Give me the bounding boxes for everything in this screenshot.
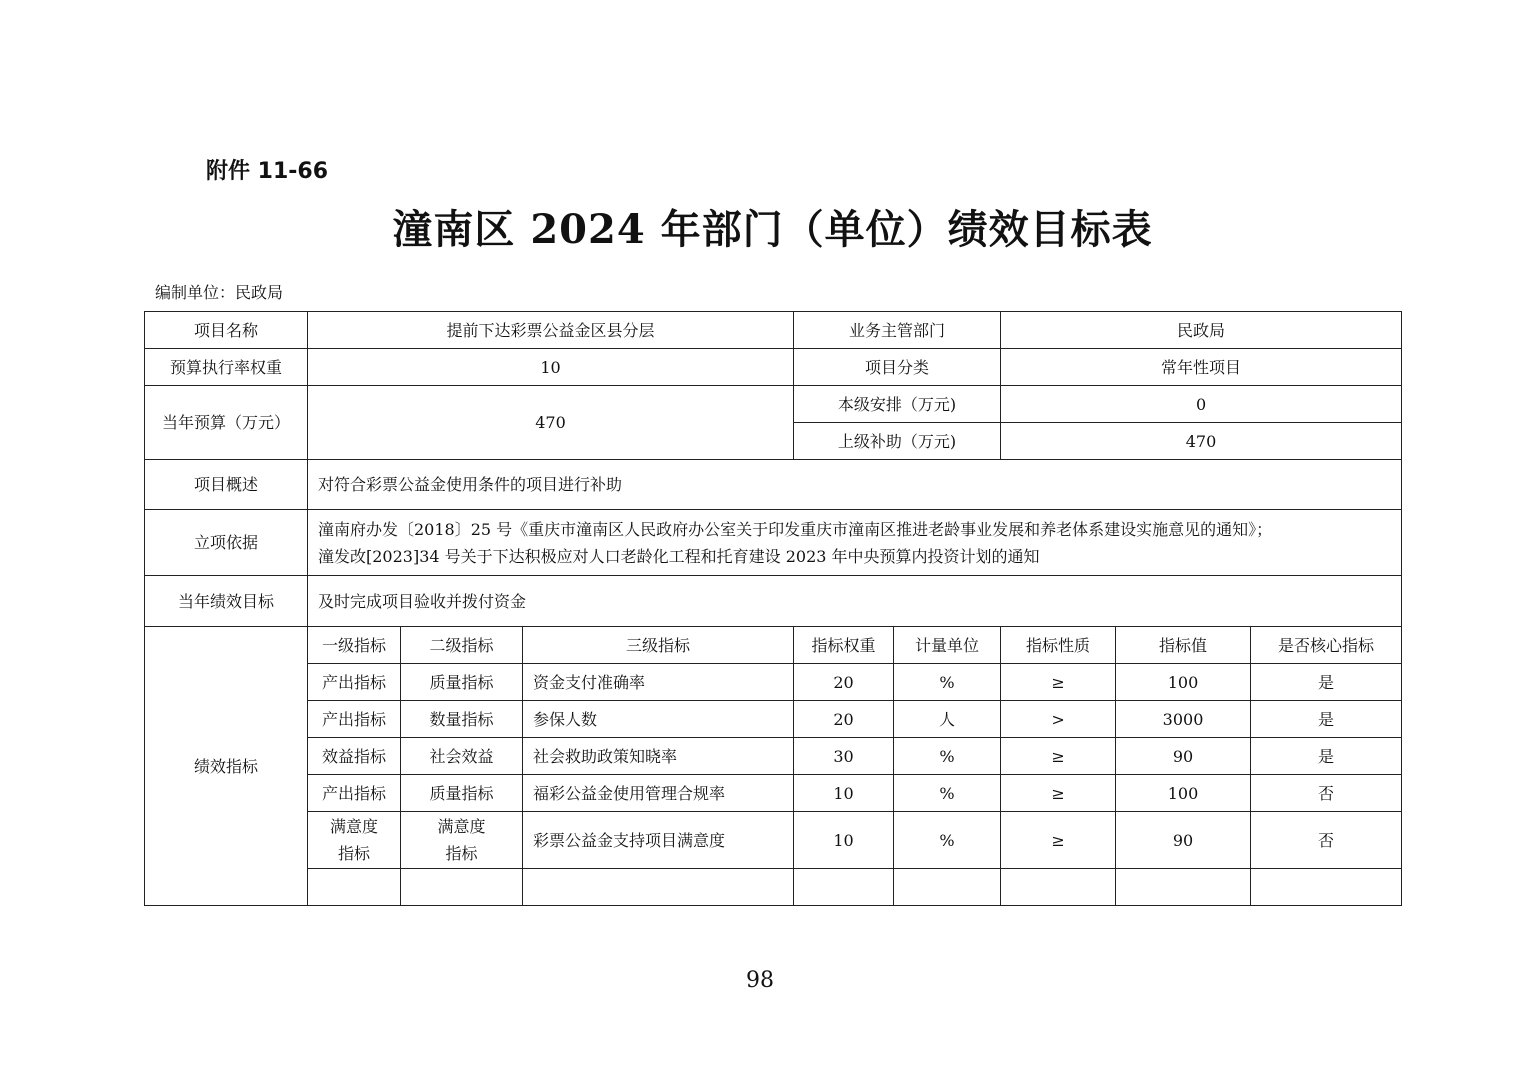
indicator-level3: 资金支付准确率 xyxy=(523,664,794,701)
indicator-empty-row xyxy=(145,869,1402,906)
local-value: 0 xyxy=(1001,386,1402,423)
indicator-weight: 20 xyxy=(794,701,894,738)
indicator-core: 是 xyxy=(1251,738,1402,775)
project-name-value: 提前下达彩票公益金区县分层 xyxy=(308,312,794,349)
row-weight xyxy=(145,349,1402,386)
indicator-row xyxy=(145,701,1402,738)
empty-cell xyxy=(1116,869,1251,906)
row-project-name xyxy=(145,312,1402,349)
indicator-level3: 福彩公益金使用管理合规率 xyxy=(523,775,794,812)
row-overview xyxy=(145,460,1402,510)
indicator-level1 xyxy=(308,812,401,869)
indicator-level1: 效益指标 xyxy=(308,738,401,775)
document-title: 潼南区 2024 年部门（单位）绩效目标表 xyxy=(392,206,1153,253)
indicator-level2: 数量指标 xyxy=(401,701,523,738)
indicator-row xyxy=(145,775,1402,812)
indicator-level1: 产出指标 xyxy=(308,701,401,738)
empty-cell xyxy=(523,869,794,906)
indicator-level2 xyxy=(401,812,523,869)
page-number: 98 xyxy=(746,968,774,993)
basis-line-2: 潼发改[2023]34 号关于下达积极应对人口老龄化工程和托育建设 2023 年中央预算内投资计划的通知 xyxy=(318,546,1040,566)
weight-value: 10 xyxy=(308,349,794,386)
indicator-level1-line-2: 指标 xyxy=(337,844,370,863)
indicator-unit: % xyxy=(894,738,1001,775)
category-value: 常年性项目 xyxy=(1001,349,1402,386)
budget-label: 当年预算（万元） xyxy=(145,386,308,460)
row-basis xyxy=(145,510,1402,576)
header-nature: 指标性质 xyxy=(1001,627,1116,664)
indicator-unit: % xyxy=(894,812,1001,869)
indicator-level1: 产出指标 xyxy=(308,664,401,701)
indicator-row xyxy=(145,738,1402,775)
indicator-value: 90 xyxy=(1116,812,1251,869)
row-goal xyxy=(145,576,1402,627)
indicator-level3: 彩票公益金支持项目满意度 xyxy=(523,812,794,869)
basis-line-1: 潼南府办发〔2018〕25 号《重庆市潼南区人民政府办公室关于印发重庆市潼南区推进老龄事业发展和养老体系建设实施意见的通知》； xyxy=(318,519,1273,539)
row-budget xyxy=(145,386,1402,423)
indicator-value: 3000 xyxy=(1116,701,1251,738)
indicator-nature: > xyxy=(1001,701,1116,738)
empty-cell xyxy=(1251,869,1402,906)
empty-cell xyxy=(1001,869,1116,906)
indicator-weight: 20 xyxy=(794,664,894,701)
indicator-value: 100 xyxy=(1116,775,1251,812)
upper-label: 上级补助（万元) xyxy=(794,423,1001,460)
indicator-level2: 质量指标 xyxy=(401,775,523,812)
indicator-weight: 10 xyxy=(794,775,894,812)
weight-label: 预算执行率权重 xyxy=(145,349,308,386)
goal-label: 当年绩效目标 xyxy=(145,576,308,627)
indicator-level1: 产出指标 xyxy=(308,775,401,812)
indicator-level3: 参保人数 xyxy=(523,701,794,738)
header-level2: 二级指标 xyxy=(401,627,523,664)
indicator-level2-line-2: 指标 xyxy=(445,844,478,863)
goal-value: 及时完成项目验收并拨付资金 xyxy=(308,576,1402,627)
compiling-unit: 编制单位：民政局 xyxy=(155,283,284,302)
project-name-label: 项目名称 xyxy=(145,312,308,349)
header-weight: 指标权重 xyxy=(794,627,894,664)
indicator-row xyxy=(145,664,1402,701)
empty-cell xyxy=(308,869,401,906)
empty-cell xyxy=(401,869,523,906)
header-level3: 三级指标 xyxy=(523,627,794,664)
local-label: 本级安排（万元) xyxy=(794,386,1001,423)
basis-label: 立项依据 xyxy=(145,510,308,576)
header-unit: 计量单位 xyxy=(894,627,1001,664)
indicator-nature: ≥ xyxy=(1001,664,1116,701)
category-label: 项目分类 xyxy=(794,349,1001,386)
indicator-unit: % xyxy=(894,775,1001,812)
indicator-weight: 30 xyxy=(794,738,894,775)
indicator-core: 是 xyxy=(1251,664,1402,701)
basis-value xyxy=(308,510,1402,576)
indicators-section-label: 绩效指标 xyxy=(145,627,308,906)
indicator-level2-line-1: 满意度 xyxy=(437,817,486,836)
overview-label: 项目概述 xyxy=(145,460,308,510)
dept-label: 业务主管部门 xyxy=(794,312,1001,349)
empty-cell xyxy=(894,869,1001,906)
indicator-level2: 质量指标 xyxy=(401,664,523,701)
empty-cell xyxy=(794,869,894,906)
indicator-value: 100 xyxy=(1116,664,1251,701)
overview-value: 对符合彩票公益金使用条件的项目进行补助 xyxy=(308,460,1402,510)
indicator-weight: 10 xyxy=(794,812,894,869)
header-core: 是否核心指标 xyxy=(1251,627,1402,664)
indicator-header-row xyxy=(145,627,1402,664)
performance-target-table xyxy=(144,311,1402,906)
attachment-label: 附件 11-66 xyxy=(206,159,329,184)
indicator-unit: 人 xyxy=(894,701,1001,738)
indicator-core: 否 xyxy=(1251,775,1402,812)
indicator-nature: ≥ xyxy=(1001,775,1116,812)
indicator-core: 否 xyxy=(1251,812,1402,869)
upper-value: 470 xyxy=(1001,423,1402,460)
indicator-value: 90 xyxy=(1116,738,1251,775)
indicator-core: 是 xyxy=(1251,701,1402,738)
indicator-nature: ≥ xyxy=(1001,738,1116,775)
header-level1: 一级指标 xyxy=(308,627,401,664)
indicator-nature: ≥ xyxy=(1001,812,1116,869)
header-value: 指标值 xyxy=(1116,627,1251,664)
budget-value: 470 xyxy=(308,386,794,460)
indicator-level3: 社会救助政策知晓率 xyxy=(523,738,794,775)
indicator-level1-line-1: 满意度 xyxy=(329,817,378,836)
dept-value: 民政局 xyxy=(1001,312,1402,349)
indicator-level2: 社会效益 xyxy=(401,738,523,775)
indicator-unit: % xyxy=(894,664,1001,701)
indicator-row xyxy=(145,812,1402,869)
